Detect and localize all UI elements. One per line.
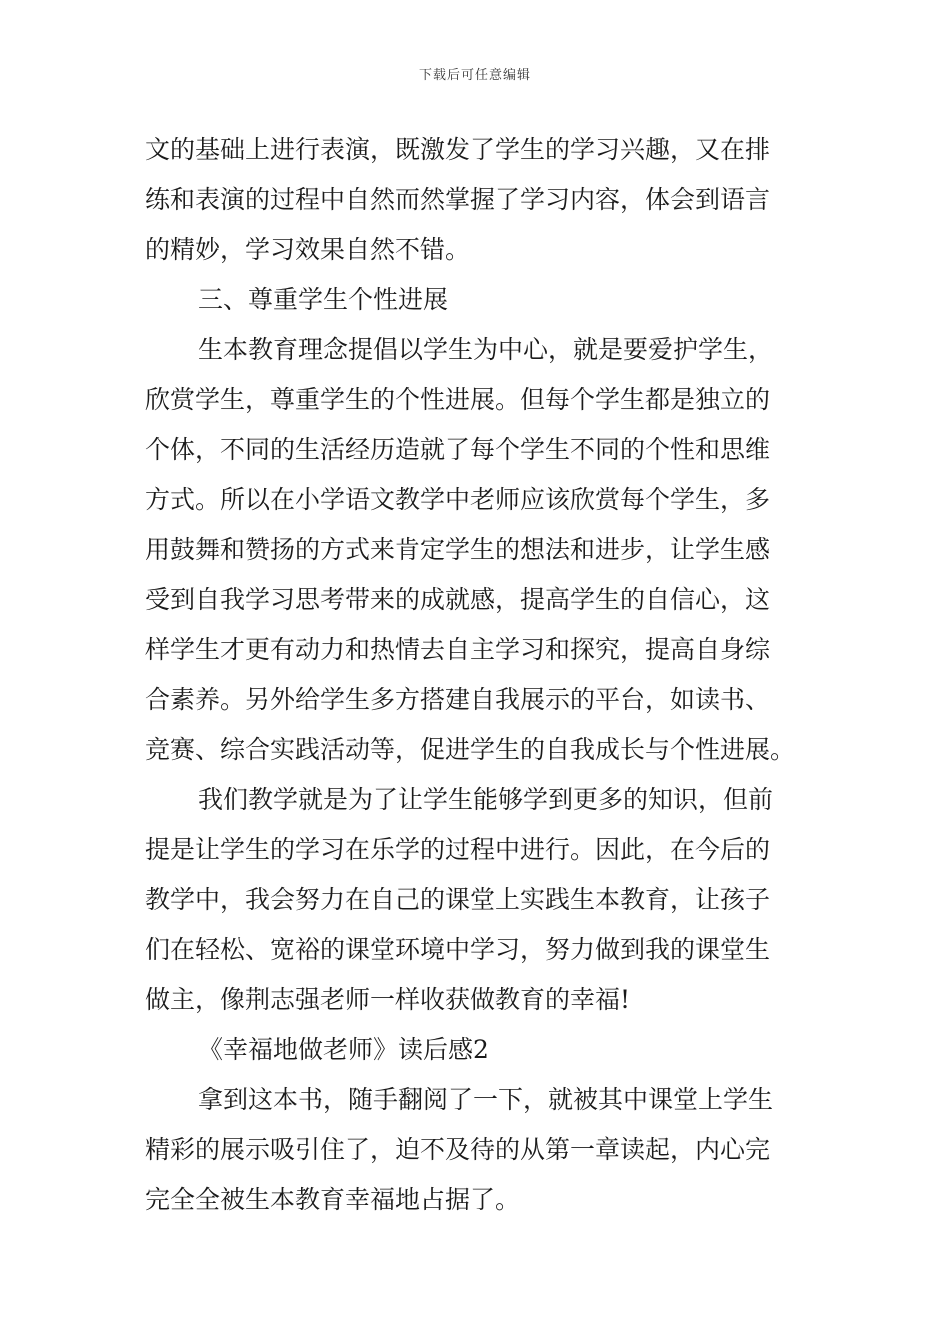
text-line: 我们教学就是为了让学生能够学到更多的知识，但前 (198, 785, 774, 814)
text-line: 练和表演的过程中自然而然掌握了学习内容，体会到语言 (145, 185, 771, 214)
text-line: 教学中，我会努力在自己的课堂上实践生本教育，让孩子 (145, 885, 771, 914)
text-line: 欣赏学生，尊重学生的个性进展。但每个学生都是独立的 (145, 385, 771, 414)
text-line: 提是让学生的学习在乐学的过程中进行。因此，在今后的 (145, 835, 771, 864)
text-line: 样学生才更有动力和热情去自主学习和探究，提高自身综 (145, 635, 771, 664)
section-heading: 三、尊重学生个性进展 (198, 285, 449, 314)
text-line: 完全全被生本教育幸福地占据了。 (145, 1185, 521, 1214)
text-line: 个体，不同的生活经历造就了每个学生不同的个性和思维 (145, 435, 771, 464)
text-line: 做主，像荆志强老师一样收获做教育的幸福! (145, 985, 631, 1014)
essay-title: 《幸福地做老师》读后感2 (198, 1035, 489, 1064)
text-line: 精彩的展示吸引住了，迫不及待的从第一章读起，内心完 (145, 1135, 771, 1164)
text-line: 受到自我学习思考带来的成就感，提高学生的自信心，这 (145, 585, 771, 614)
text-line: 文的基础上进行表演，既激发了学生的学习兴趣，又在排 (145, 135, 771, 164)
text-line: 拿到这本书，随手翻阅了一下，就被其中课堂上学生 (198, 1085, 774, 1114)
text-line: 们在轻松、宽裕的课堂环境中学习，努力做到我的课堂生 (145, 935, 771, 964)
text-line: 用鼓舞和赞扬的方式来肯定学生的想法和进步，让学生感 (145, 535, 771, 564)
text-line: 竞赛、综合实践活动等，促进学生的自我成长与个性进展。 (145, 735, 796, 764)
text-line: 生本教育理念提倡以学生为中心，就是要爱护学生， (198, 335, 774, 364)
page-header: 下载后可任意编辑 (418, 68, 531, 83)
document-body (145, 125, 805, 1225)
text-line: 合素养。另外给学生多方搭建自我展示的平台，如读书、 (145, 685, 771, 714)
text-line: 方式。所以在小学语文教学中老师应该欣赏每个学生，多 (145, 485, 771, 514)
text-line: 的精妙，学习效果自然不错。 (145, 235, 471, 264)
